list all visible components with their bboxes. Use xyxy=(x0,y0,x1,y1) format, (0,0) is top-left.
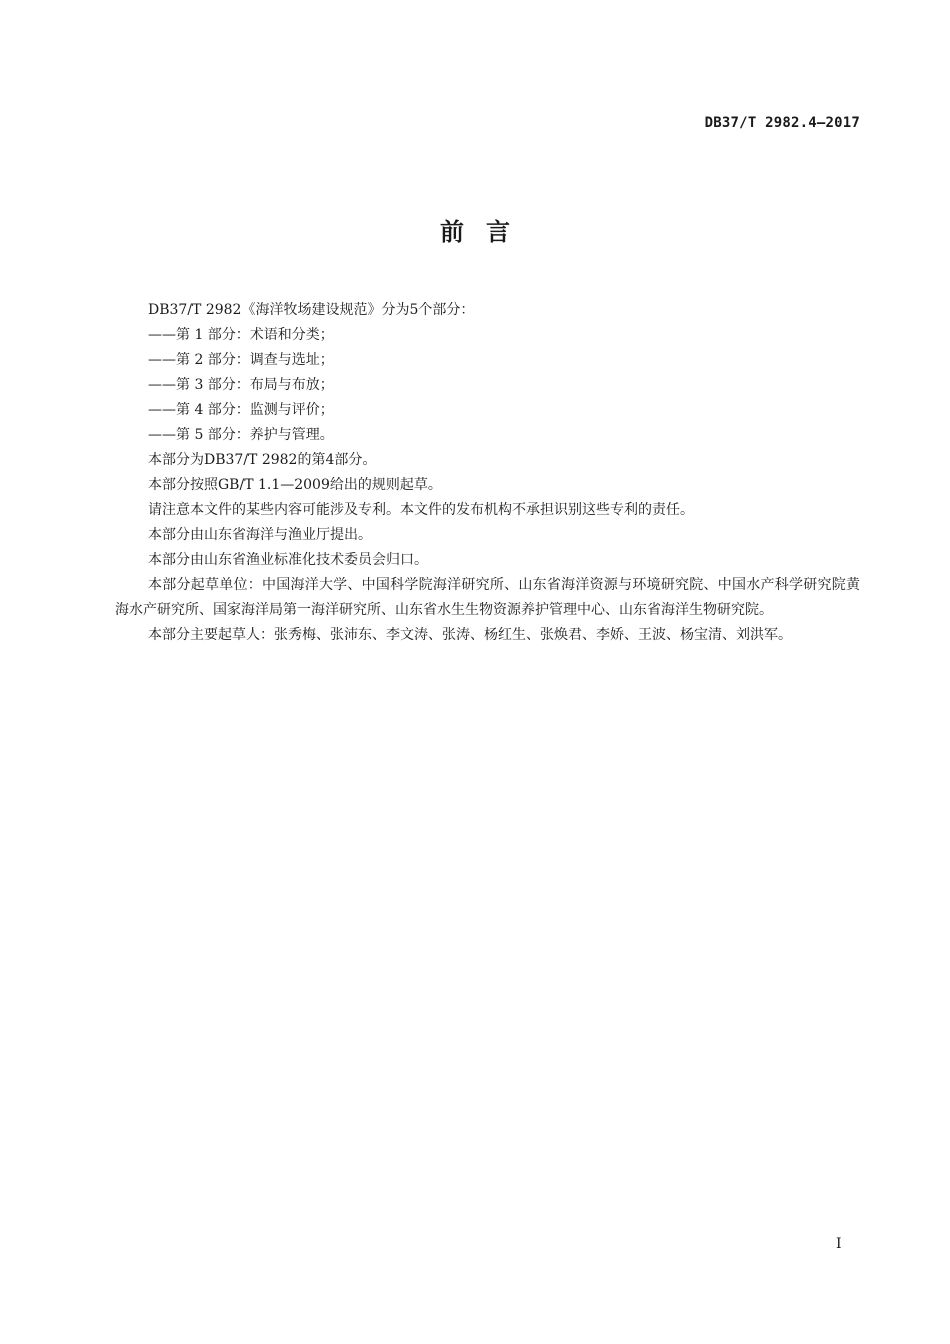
paragraph-part-4: ——第 4 部分：监测与评价； xyxy=(148,402,334,418)
paragraph-parts-intro: DB37/T 2982《海洋牧场建设规范》分为5个部分： xyxy=(148,302,475,318)
paragraph-drafting-rules: 本部分按照GB/T 1.1—2009给出的规则起草。 xyxy=(148,477,442,493)
paragraph-this-part: 本部分为DB37/T 2982的第4部分。 xyxy=(148,452,377,468)
paragraph-part-5: ——第 5 部分：养护与管理。 xyxy=(148,427,334,443)
paragraph-centralized-by: 本部分由山东省渔业标准化技术委员会归口。 xyxy=(148,552,428,568)
document-code: DB37/T 2982.4—2017 xyxy=(704,115,860,131)
foreword-body xyxy=(115,298,860,648)
page-title: 前言 xyxy=(440,218,532,246)
paragraph-part-2: ——第 2 部分：调查与选址； xyxy=(148,352,334,368)
paragraph-drafting-units: 本部分起草单位：中国海洋大学、中国科学院海洋研究所、山东省海洋资源与环境研究院、中国水产科学研究院黄海水产研究所、国家海洋局第一海洋研究所、山东省水生生物资源养护管理中心、山东省海洋生物研究院。 xyxy=(115,577,860,618)
paragraph-part-3: ——第 3 部分：布局与布放； xyxy=(148,377,334,393)
paragraph-proposed-by: 本部分由山东省海洋与渔业厅提出。 xyxy=(148,527,372,543)
paragraph-patent-notice: 请注意本文件的某些内容可能涉及专利。本文件的发布机构不承担识别这些专利的责任。 xyxy=(148,502,694,518)
paragraph-part-1: ——第 1 部分：术语和分类； xyxy=(148,327,334,343)
page-number: I xyxy=(836,1236,842,1252)
paragraph-drafters: 本部分主要起草人：张秀梅、张沛东、李文涛、张涛、杨红生、张焕君、李娇、王波、杨宝清、刘洪军。 xyxy=(148,627,792,643)
